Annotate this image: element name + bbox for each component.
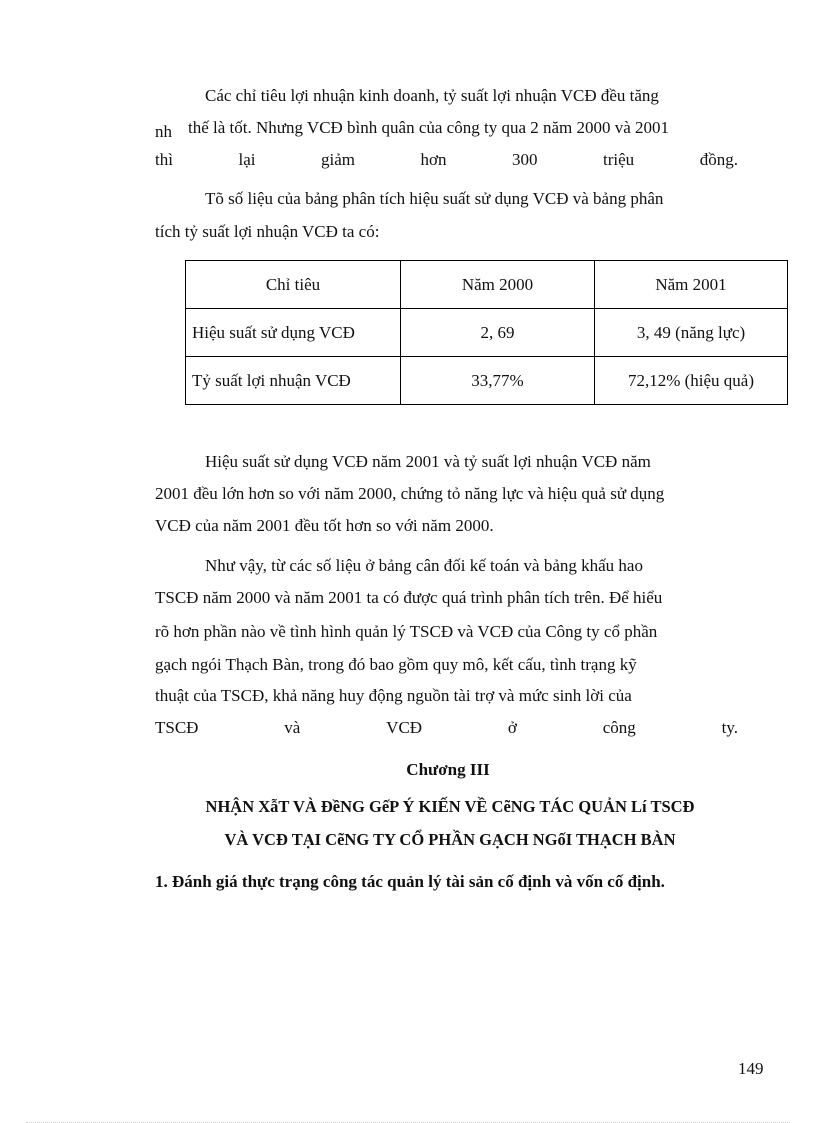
table-cell: 33,77%: [401, 357, 595, 405]
para2-line2: tích tỷ suất lợi nhuận VCĐ ta có:: [155, 222, 380, 241]
para1-margin-fragment: nh: [155, 122, 172, 141]
word: ty.: [721, 718, 738, 737]
para4-line4: gạch ngói Thạch Bàn, trong đó bao gồm quy mô, kết cấu, tình trạng kỹ: [155, 655, 637, 674]
table-cell: Tỷ suất lợi nhuận VCĐ: [186, 357, 401, 405]
table-header-cell: Chỉ tiêu: [186, 261, 401, 309]
para1-line1: Các chỉ tiêu lợi nhuận kinh doanh, tỷ suất lợi nhuận VCĐ đều tăng: [205, 86, 659, 105]
word: giảm: [320, 150, 355, 169]
para3-line3: VCĐ của năm 2001 đều tốt hơn so với năm 2000.: [155, 516, 494, 535]
para4-line3: rõ hơn phần nào về tình hình quản lý TSCĐ và VCĐ của Công ty cổ phần: [155, 622, 658, 641]
para4-line5: thuật của TSCĐ, khả năng huy động nguồn tài trợ và mức sinh lời của: [155, 686, 632, 705]
table-header-row: [186, 261, 788, 309]
word: công: [602, 718, 636, 737]
word: TSCĐ: [155, 718, 199, 737]
chapter-title: Chương III: [406, 760, 490, 779]
chapter-heading-line2: VÀ VCĐ TẠI CẽNG TY CỔ PHẦN GẠCH NGốI THẠCH BÀN: [224, 830, 676, 849]
word: và: [284, 718, 301, 737]
table-cell: Hiệu suất sử dụng VCĐ: [186, 309, 401, 357]
indicator-table: [185, 260, 788, 405]
table-header-cell: Năm 2000: [401, 261, 595, 309]
word: thì: [155, 150, 173, 169]
para4-line6: [155, 718, 738, 738]
page-number: 149: [738, 1059, 764, 1078]
table-cell: 2, 69: [401, 309, 595, 357]
para1-line3: [155, 150, 738, 170]
para2-line1: Tõ số liệu của bảng phân tích hiệu suất sử dụng VCĐ và bảng phân: [205, 189, 664, 208]
table-row: [186, 309, 788, 357]
para3-line2: 2001 đều lớn hơn so với năm 2000, chứng tỏ năng lực và hiệu quả sử dụng: [155, 484, 665, 503]
para3-line1: Hiệu suất sử dụng VCĐ năm 2001 và tỷ suất lợi nhuận VCĐ năm: [205, 452, 651, 471]
word: VCĐ: [386, 718, 423, 737]
word: hơn: [420, 150, 447, 169]
para1-line2: thế là tốt. Nhưng VCĐ bình quân của công ty qua 2 năm 2000 và 2001: [188, 118, 670, 137]
chapter-heading-line1: NHẬN XẫT VÀ ĐềNG GếP Ý KIẾN VỀ CẽNG TÁC QUẢN Lí TSCĐ: [205, 797, 695, 816]
table-row: [186, 357, 788, 405]
word: 300: [512, 150, 538, 169]
word: ở: [507, 718, 517, 737]
table-cell: 72,12% (hiệu quả): [595, 357, 788, 405]
section1-title: 1. Đánh giá thực trạng công tác quản lý tài sản cố định và vốn cố định.: [155, 872, 665, 891]
table-cell: 3, 49 (năng lực): [595, 309, 788, 357]
word: lại: [238, 150, 256, 169]
word: đồng.: [699, 150, 738, 169]
word: triệu: [603, 150, 635, 169]
para4-line1: Như vậy, từ các số liệu ở bảng cân đối kế toán và bảng khấu hao: [205, 556, 643, 575]
table-header-cell: Năm 2001: [595, 261, 788, 309]
para4-line2: TSCĐ năm 2000 và năm 2001 ta có được quá trình phân tích trên. Để hiểu: [155, 588, 663, 607]
